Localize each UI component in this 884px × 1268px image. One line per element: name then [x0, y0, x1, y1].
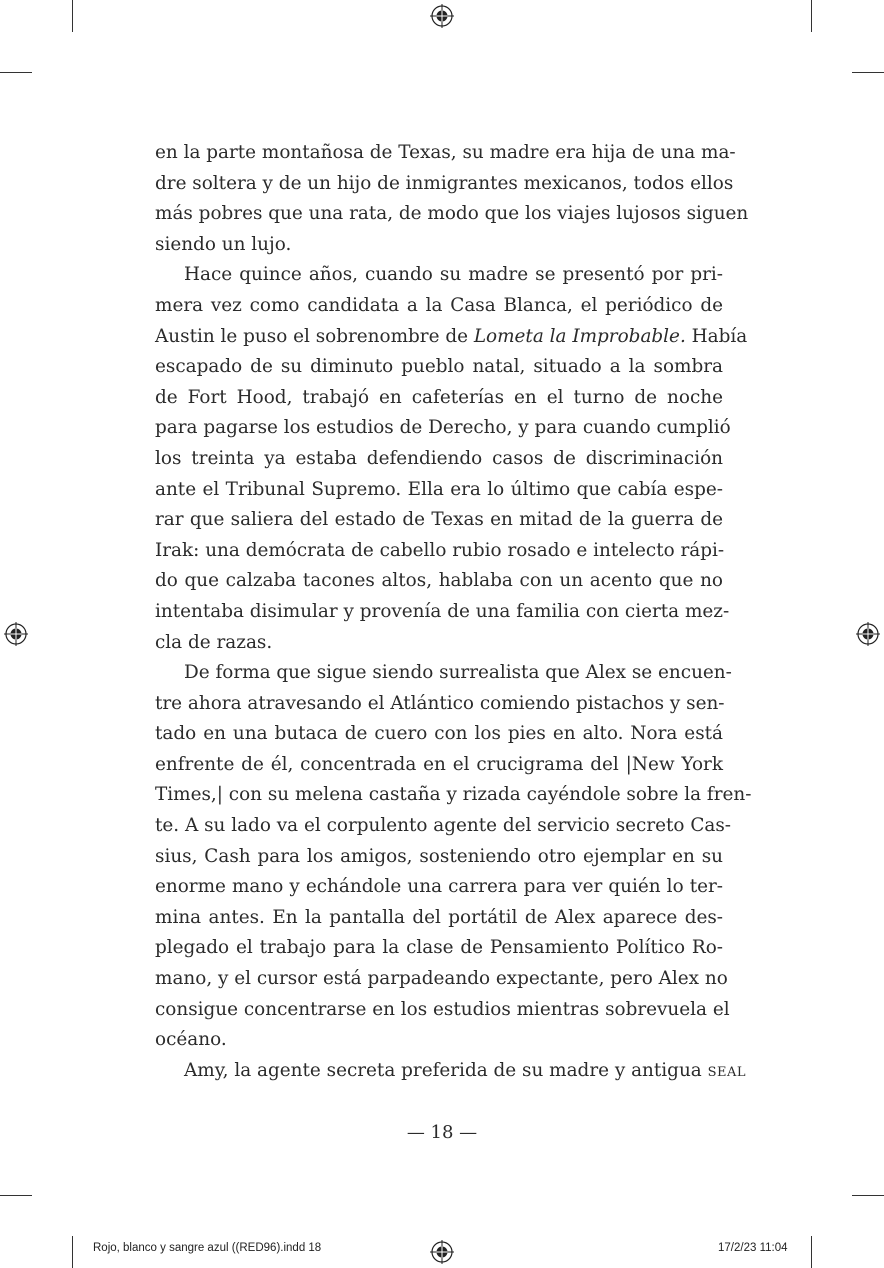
text-line: Times,| con su melena castaña y rizada cayéndole sobre la fren- — [155, 784, 752, 806]
text-line: Irak: una demócrata de cabello rubio rosado e intelecto rápi- — [155, 539, 725, 561]
text-line: De forma que sigue siendo surrealista que Alex se encuen- — [184, 662, 732, 684]
slug-file-name: Rojo, blanco y sangre azul ((RED96).indd 18 — [93, 1242, 322, 1254]
crop-mark-top-left-vertical — [72, 0, 73, 32]
text-line: ante el Tribunal Supremo. Ella era lo último que cabía espe- — [155, 478, 723, 500]
text-line: escapado de su diminuto pueblo natal, situado a la sombra — [155, 356, 723, 378]
text-line: Amy, la agente secreta preferida de su madre y antigua seal — [184, 1059, 747, 1081]
text-line: mera vez como candidata a la Casa Blanca, el periódico de — [155, 294, 723, 316]
text-line: mina antes. En la pantalla del portátil de Alex aparece des- — [155, 906, 723, 928]
page-number: — 18 — — [406, 1122, 478, 1143]
crop-mark-bottom-left-horizontal — [0, 1195, 32, 1196]
text-line: sius, Cash para los amigos, sosteniendo otro ejemplar en su — [155, 845, 723, 867]
paragraph — [155, 658, 752, 1056]
text-line: cla de razas. — [155, 631, 273, 653]
text-line: los treinta ya estaba defendiendo casos de discriminación — [155, 447, 723, 469]
crop-mark-top-right-horizontal — [852, 72, 884, 73]
text-line: dre soltera y de un hijo de inmigrantes mexicanos, todos ellos — [155, 172, 734, 194]
paragraph — [155, 1056, 747, 1087]
text-line: rar que saliera del estado de Texas en mitad de la guerra de — [155, 509, 723, 531]
text-line: siendo un lujo. — [155, 233, 292, 255]
text-line: mano, y el cursor está parpadeando expectante, pero Alex no — [155, 968, 728, 990]
text-line: Hace quince años, cuando su madre se presentó por pri- — [184, 264, 723, 286]
text-line: intentaba disimular y provenía de una familia con cierta mez- — [155, 600, 730, 622]
registration-mark-bottom-icon — [430, 1240, 454, 1264]
text-line: te. A su lado va el corpulento agente del servicio secreto Cas- — [155, 815, 732, 837]
text-line: consigue concentrarse en los estudios mientras sobrevuela el — [155, 998, 730, 1020]
crop-mark-bottom-right-horizontal — [852, 1195, 884, 1196]
crop-mark-top-left-horizontal — [0, 72, 32, 73]
text-line: plegado el trabajo para la clase de Pensamiento Político Ro- — [155, 937, 723, 959]
text-line: para pagarse los estudios de Derecho, y para cuando cumplió — [155, 417, 731, 439]
registration-mark-left-icon — [4, 622, 28, 646]
slug-date-time: 17/2/23 11:04 — [718, 1242, 788, 1254]
text-line: enfrente de él, concentrada en el crucigrama del |New York — [155, 753, 723, 775]
text-line: en la parte montañosa de Texas, su madre era hija de una ma- — [155, 142, 736, 163]
text-line: do que calzaba tacones altos, hablaba con un acento que no — [155, 570, 723, 592]
body-text — [155, 138, 752, 1086]
crop-mark-bottom-left-vertical — [72, 1236, 73, 1268]
paragraph — [155, 260, 748, 658]
text-line: tado en una butaca de cuero con los pies en alto. Nora está — [155, 723, 723, 745]
registration-mark-top-icon — [430, 4, 454, 28]
registration-mark-right-icon — [856, 622, 880, 646]
text-line: tre ahora atravesando el Atlántico comiendo pistachos y sen- — [155, 692, 725, 714]
crop-mark-top-right-vertical — [811, 0, 812, 32]
text-line: más pobres que una rata, de modo que los viajes lujosos siguen — [155, 203, 749, 225]
crop-mark-bottom-right-vertical — [811, 1236, 812, 1268]
paragraph — [155, 138, 749, 260]
text-line: de Fort Hood, trabajó en cafeterías en el turno de noche — [155, 386, 723, 408]
text-line: Austin le puso el sobrenombre de Lometa la Improbable. Había — [155, 325, 748, 347]
text-line: océano. — [155, 1029, 227, 1051]
text-line: enorme mano y echándole una carrera para ver quién lo ter- — [155, 876, 723, 898]
